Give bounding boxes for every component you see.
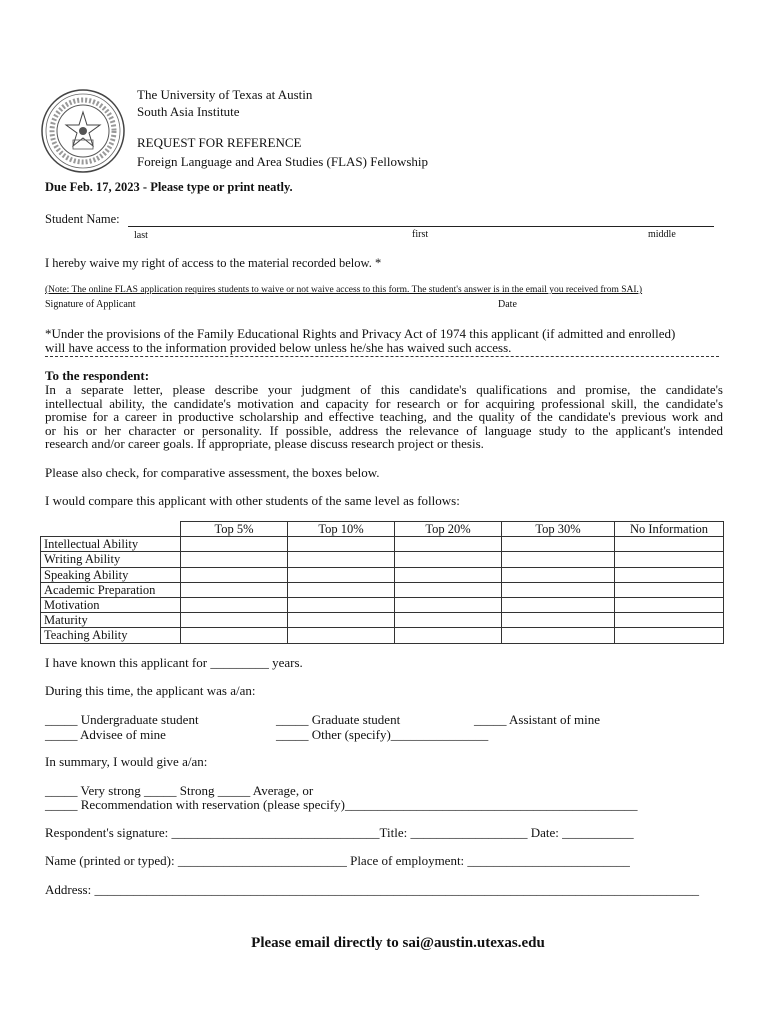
instruction-line: research and/or career goals. If appropriate, please discuss research project or thesis. — [45, 436, 484, 452]
rating-checkbox[interactable] — [181, 567, 288, 582]
summary-options-line-1[interactable]: _____ Very strong _____ Strong _____ Average, or — [45, 783, 314, 798]
table-corner — [41, 522, 181, 537]
rating-checkbox[interactable] — [181, 537, 288, 552]
respondent-signature-field[interactable]: Respondent's signature: ________________________________Title: __________________ Date: ___________ — [45, 825, 634, 840]
rating-checkbox[interactable] — [615, 552, 724, 567]
rating-checkbox[interactable] — [502, 628, 615, 643]
instruction-line: In a separate letter, please describe your judgment of this candidate's qualifications and promise, the candidate's — [45, 382, 723, 397]
university-name: The University of Texas at Austin — [137, 87, 313, 102]
instruction-line: or his or her character or personality. If possible, address the relevance of language study to the applicant's intended — [45, 422, 723, 438]
rating-checkbox[interactable] — [615, 628, 724, 643]
row-label: Speaking Ability — [41, 567, 181, 582]
rating-checkbox[interactable] — [395, 582, 502, 597]
rating-checkbox[interactable] — [502, 537, 615, 552]
option-assistant[interactable]: _____ Assistant of mine — [474, 712, 601, 727]
waiver-statement: I hereby waive my right of access to the material recorded below. * — [45, 256, 382, 270]
rating-checkbox[interactable] — [181, 552, 288, 567]
column-header: Top 10% — [288, 522, 395, 537]
known-duration-line — [45, 655, 303, 671]
rating-checkbox[interactable] — [502, 597, 615, 612]
respondent-instructions — [45, 383, 723, 451]
column-header: Top 20% — [395, 522, 502, 537]
comparison-table — [40, 521, 724, 644]
check-instructions: Please also check, for comparative assessment, the boxes below. — [45, 465, 380, 480]
respondent-address-field[interactable]: Address: _____________________________________________________________________________________________ — [45, 882, 699, 897]
table-row — [41, 613, 724, 628]
rating-checkbox[interactable] — [395, 567, 502, 582]
row-label: Maturity — [41, 613, 181, 628]
option-undergraduate[interactable]: _____ Undergraduate student — [45, 712, 199, 727]
student-first-label: first — [412, 229, 429, 240]
form-title: REQUEST FOR REFERENCE — [137, 135, 302, 150]
respondent-heading: To the respondent: — [45, 368, 150, 383]
rating-checkbox[interactable] — [288, 628, 395, 643]
rating-checkbox[interactable] — [181, 628, 288, 643]
option-other[interactable]: _____ Other (specify)_______________ — [276, 727, 489, 742]
waiver-note: (Note: The online FLAS application requires students to waive or not waive access to this form. The student's answer is in the email you received from SAI.) — [45, 285, 643, 295]
student-middle-label: middle — [648, 229, 676, 240]
ferpa-line-2: will have access to the information provided below unless he/she has waived such access. — [45, 340, 512, 355]
table-row — [41, 597, 724, 612]
rating-checkbox[interactable] — [181, 582, 288, 597]
known-label: I have known this applicant for — [45, 655, 208, 670]
column-header: No Information — [615, 522, 724, 537]
rating-checkbox[interactable] — [288, 597, 395, 612]
rating-checkbox[interactable] — [181, 597, 288, 612]
rating-checkbox[interactable] — [288, 552, 395, 567]
rating-checkbox[interactable] — [615, 613, 724, 628]
compare-instructions: I would compare this applicant with other students of the same level as follows: — [45, 493, 460, 508]
rating-checkbox[interactable] — [502, 552, 615, 567]
rating-checkbox[interactable] — [395, 537, 502, 552]
instruction-line: intellectual ability, the candidate's motivation and capacity for research or for acquiring professional skill, the candidate's — [45, 395, 723, 411]
table-row — [41, 567, 724, 582]
section-divider — [45, 356, 719, 357]
rating-checkbox[interactable] — [395, 597, 502, 612]
row-label: Teaching Ability — [41, 628, 181, 643]
student-last-label: last — [134, 230, 148, 241]
rating-checkbox[interactable] — [288, 582, 395, 597]
years-known-field[interactable]: _________ — [210, 655, 269, 670]
university-seal-icon — [40, 88, 126, 174]
option-graduate[interactable]: _____ Graduate student — [276, 712, 401, 727]
rating-checkbox[interactable] — [395, 628, 502, 643]
applicant-date-label: Date — [498, 299, 517, 310]
row-label: Intellectual Ability — [41, 537, 181, 552]
rating-checkbox[interactable] — [615, 567, 724, 582]
table-row — [41, 582, 724, 597]
column-header: Top 30% — [502, 522, 615, 537]
rating-checkbox[interactable] — [615, 597, 724, 612]
rating-checkbox[interactable] — [502, 567, 615, 582]
ferpa-line-1: *Under the provisions of the Family Educational Rights and Privacy Act of 1974 this applicant (if admitted and enrolled) — [45, 326, 676, 341]
table-header-row — [41, 522, 724, 537]
program-name: Foreign Language and Area Studies (FLAS) Fellowship — [137, 154, 429, 169]
row-label: Academic Preparation — [41, 582, 181, 597]
instruction-line: promise for a career in productive scholarship and effective teaching, and the quality of the candidate's previous work and — [45, 409, 723, 425]
row-label: Motivation — [41, 597, 181, 612]
respondent-name-field[interactable]: Name (printed or typed): __________________________ Place of employment: _________________________ — [45, 853, 630, 868]
rating-checkbox[interactable] — [288, 613, 395, 628]
rating-checkbox[interactable] — [502, 582, 615, 597]
applicant-signature-label: Signature of Applicant — [45, 299, 136, 310]
summary-options-line-2[interactable]: _____ Recommendation with reservation (please specify)_____________________________________________ — [45, 797, 638, 812]
rating-checkbox[interactable] — [615, 582, 724, 597]
summary-question: In summary, I would give a/an: — [45, 754, 208, 769]
rating-checkbox[interactable] — [288, 567, 395, 582]
column-header: Top 5% — [181, 522, 288, 537]
student-name-label: Student Name: — [45, 212, 120, 226]
table-row — [41, 552, 724, 567]
rating-checkbox[interactable] — [181, 613, 288, 628]
option-advisee[interactable]: _____ Advisee of mine — [45, 727, 166, 742]
rating-checkbox[interactable] — [395, 552, 502, 567]
rating-checkbox[interactable] — [615, 537, 724, 552]
relationship-question: During this time, the applicant was a/an: — [45, 683, 256, 698]
institute-name: South Asia Institute — [137, 104, 240, 119]
student-name-field[interactable] — [128, 226, 714, 227]
due-date-line: Due Feb. 17, 2023 - Please type or print neatly. — [45, 180, 293, 194]
rating-checkbox[interactable] — [288, 537, 395, 552]
rating-checkbox[interactable] — [502, 613, 615, 628]
email-instruction: Please email directly to sai@austin.utexas.edu — [251, 935, 545, 951]
years-label: years. — [272, 655, 303, 670]
table-row — [41, 537, 724, 552]
row-label: Writing Ability — [41, 552, 181, 567]
table-row — [41, 628, 724, 643]
rating-checkbox[interactable] — [395, 613, 502, 628]
